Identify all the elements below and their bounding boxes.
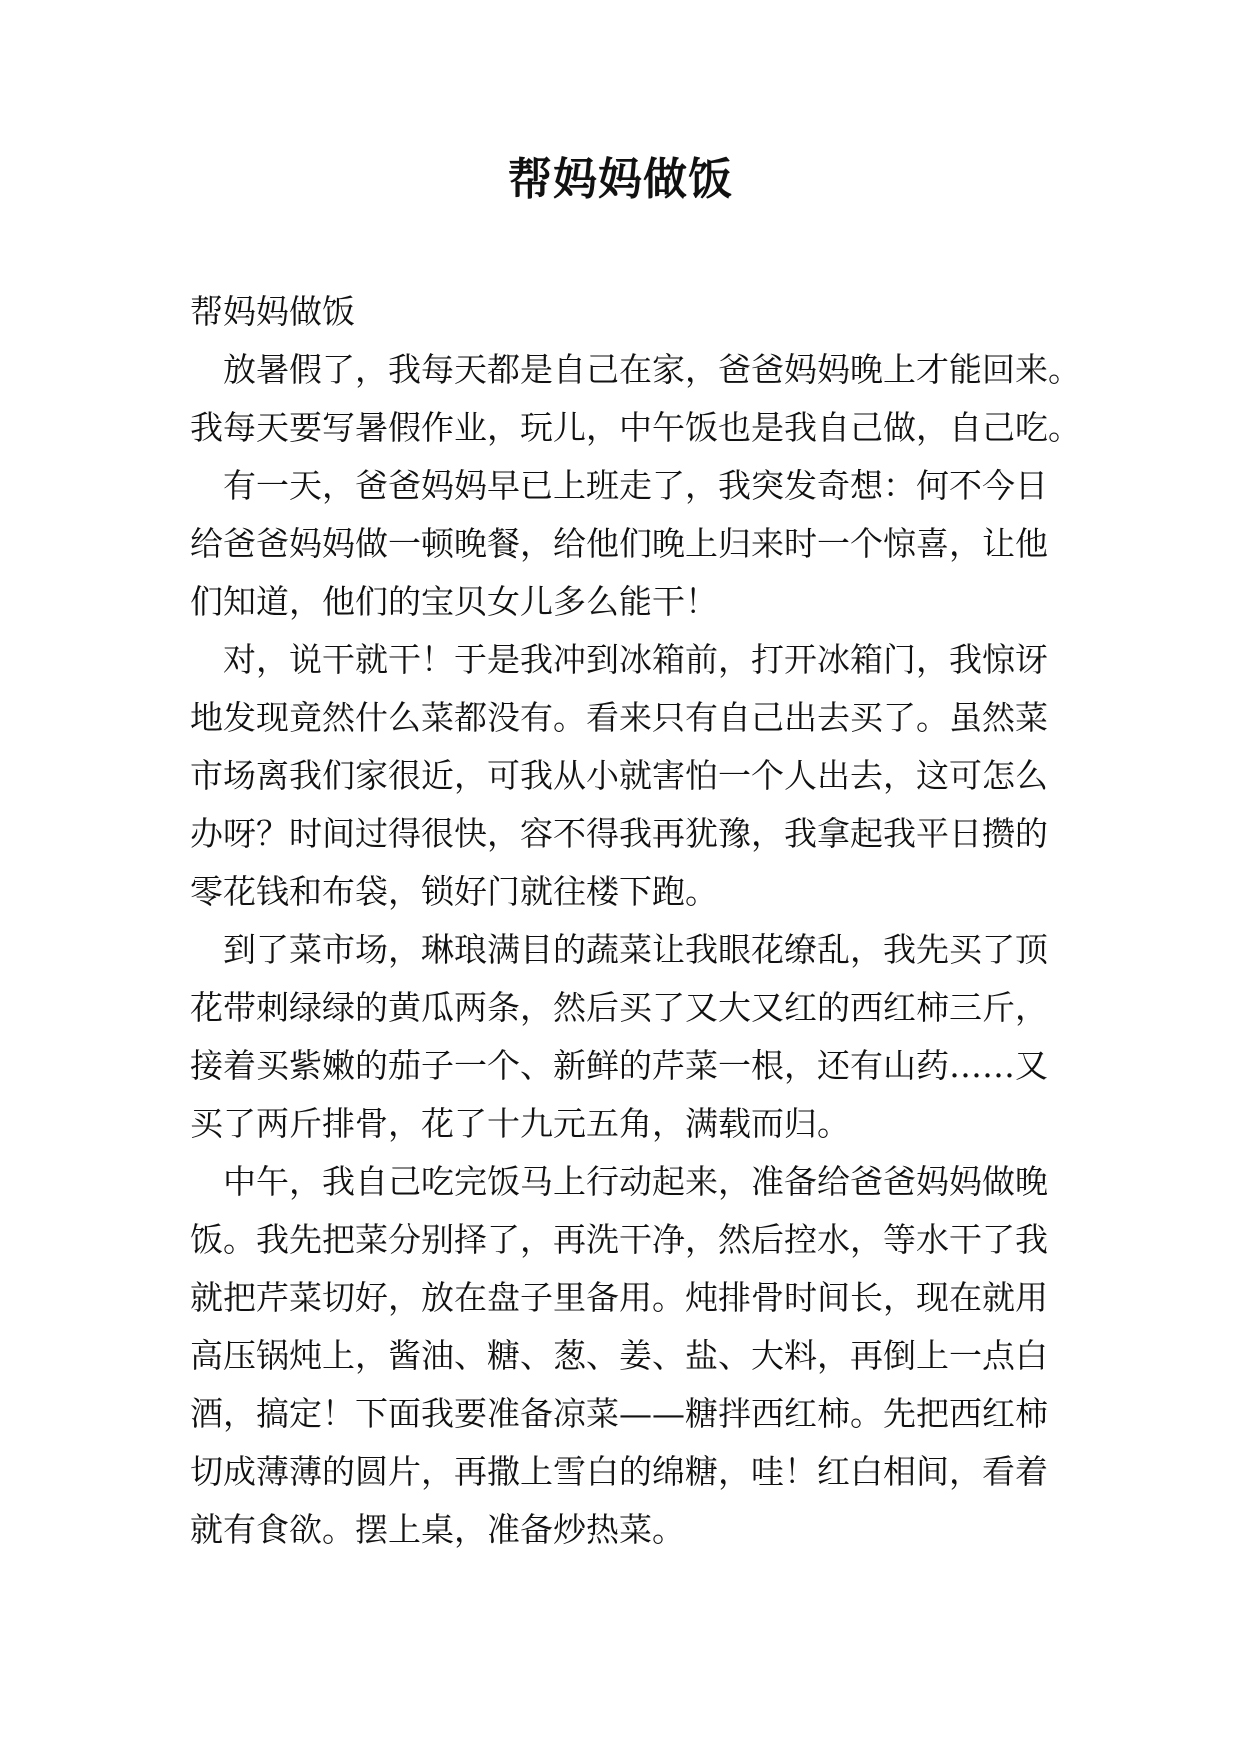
text-line: 就有食欲。摆上桌，准备炒热菜。 [190, 1510, 685, 1549]
text-line: 酒，搞定！下面我要准备凉菜——糖拌西红柿。先把西红柿 [190, 1394, 1048, 1433]
text-line: 接着买紫嫩的茄子一个、新鲜的芹菜一根，还有山药……又 [190, 1046, 1048, 1085]
text-line: 零花钱和布袋，锁好门就往楼下跑。 [190, 872, 718, 911]
text-line: 高压锅炖上，酱油、糖、葱、姜、盐、大料，再倒上一点白 [190, 1336, 1048, 1375]
text-line: 买了两斤排骨，花了十九元五角，满载而归。 [190, 1104, 850, 1143]
text-line: 花带刺绿绿的黄瓜两条，然后买了又大又红的西红柿三斤， [190, 988, 1048, 1027]
text-line: 就把芹菜切好，放在盘子里备用。炖排骨时间长，现在就用 [190, 1278, 1048, 1317]
text-line: 给爸爸妈妈做一顿晚餐，给他们晚上归来时一个惊喜，让他 [190, 524, 1048, 563]
document-title: 帮妈妈做饭 [508, 154, 733, 205]
text-line: 地发现竟然什么菜都没有。看来只有自己出去买了。虽然菜 [190, 698, 1048, 737]
text-line: 饭。我先把菜分别择了，再洗干净，然后控水，等水干了我 [190, 1220, 1048, 1259]
text-line: 们知道，他们的宝贝女儿多么能干！ [190, 582, 718, 621]
text-line-heading: 帮妈妈做饭 [190, 292, 355, 331]
text-line: 市场离我们家很近，可我从小就害怕一个人出去，这可怎么 [190, 756, 1048, 795]
text-line: 到了菜市场，琳琅满目的蔬菜让我眼花缭乱，我先买了顶 [223, 930, 1048, 969]
text-line: 办呀？时间过得很快，容不得我再犹豫，我拿起我平日攒的 [190, 814, 1048, 853]
document-body [190, 283, 1081, 1559]
text-line: 我每天要写暑假作业，玩儿，中午饭也是我自己做，自己吃。 [190, 408, 1081, 447]
text-line: 对，说干就干！于是我冲到冰箱前，打开冰箱门，我惊讶 [223, 640, 1048, 679]
text-line: 中午，我自己吃完饭马上行动起来，准备给爸爸妈妈做晚 [223, 1162, 1048, 1201]
text-line: 放暑假了，我每天都是自己在家，爸爸妈妈晚上才能回来。 [223, 350, 1081, 389]
text-line: 切成薄薄的圆片，再撒上雪白的绵糖，哇！红白相间，看着 [190, 1452, 1048, 1491]
text-line: 有一天，爸爸妈妈早已上班走了，我突发奇想：何不今日 [223, 466, 1048, 505]
